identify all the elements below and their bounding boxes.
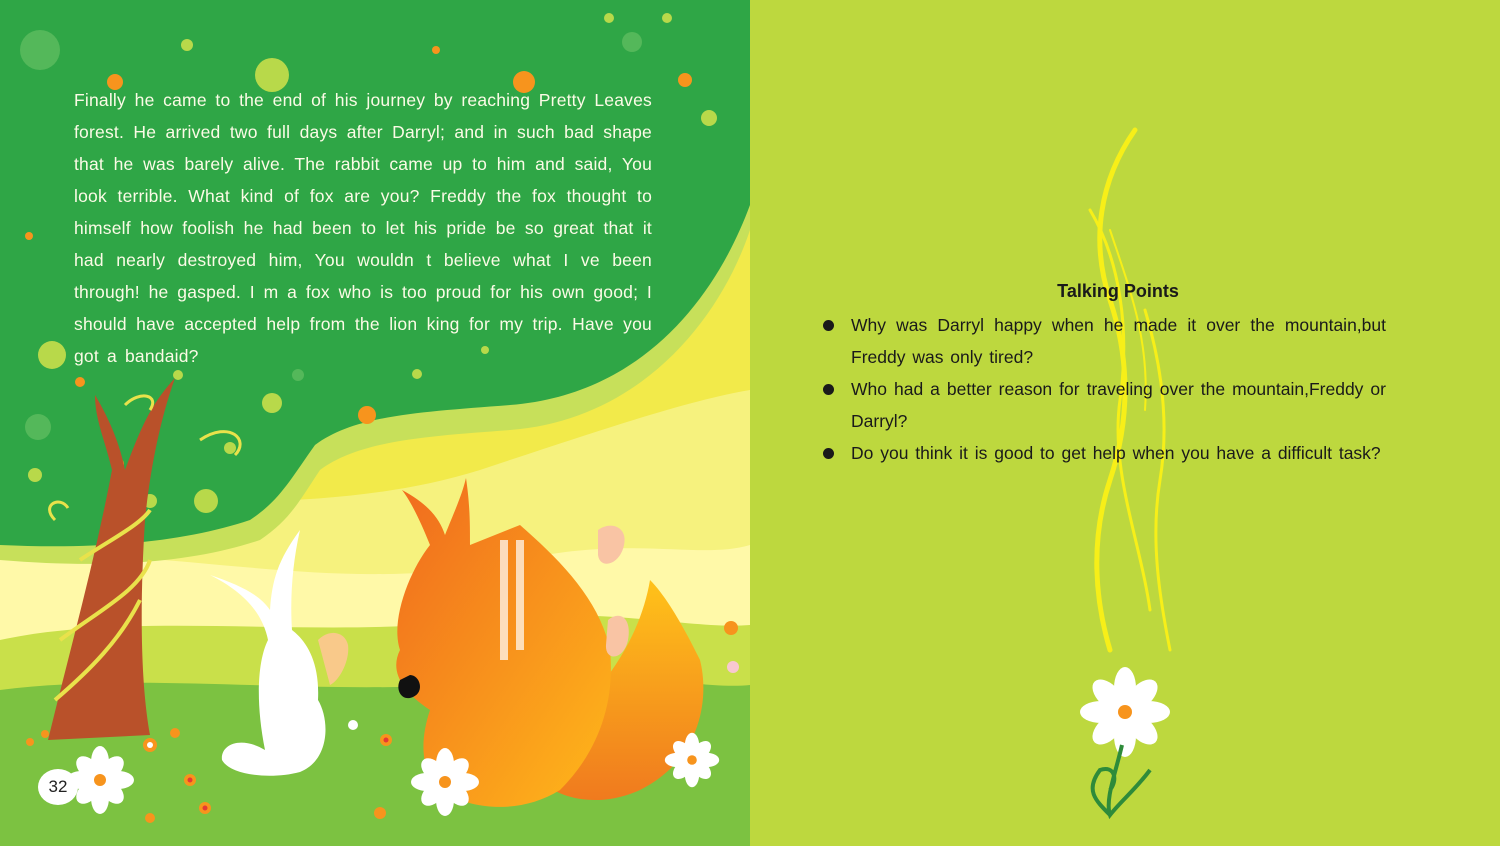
bullet-icon <box>823 448 834 459</box>
talking-point <box>820 437 1386 469</box>
right-page <box>750 0 1500 846</box>
bullet-icon <box>823 384 834 395</box>
page-number: 32 <box>38 769 78 805</box>
story-paragraph: Finally he came to the end of his journey by reaching Pretty Leaves forest. He arrived two full days after Darryl; and in such bad shape that he was barely alive. The rabbit came up to him and said, You look terrible. What kind of fox are you? Freddy the fox thought to himself how foolish he had been to let his pride be so great that it had nearly destroyed him, You wouldn t believe what I ve been through! he gasped. I m a fox who is too proud for his own good; I should have accepted help from the lion king for my trip. Have you got a bandaid? <box>74 90 652 366</box>
talking-points-list <box>820 309 1386 469</box>
talking-point-text: Who had a better reason for traveling over the mountain,Freddy or Darryl? <box>851 379 1386 431</box>
talking-point <box>820 373 1386 437</box>
daisy-flower <box>1080 667 1170 757</box>
bullet-icon <box>823 320 834 331</box>
talking-point <box>820 309 1386 373</box>
talking-point-text: Do you think it is good to get help when you have a difficult task? <box>851 443 1381 463</box>
talking-points-title: Talking Points <box>1057 281 1179 301</box>
flower-stem <box>1093 745 1150 815</box>
talking-point-text: Why was Darryl happy when he made it over the mountain,but Freddy was only tired? <box>851 315 1386 367</box>
